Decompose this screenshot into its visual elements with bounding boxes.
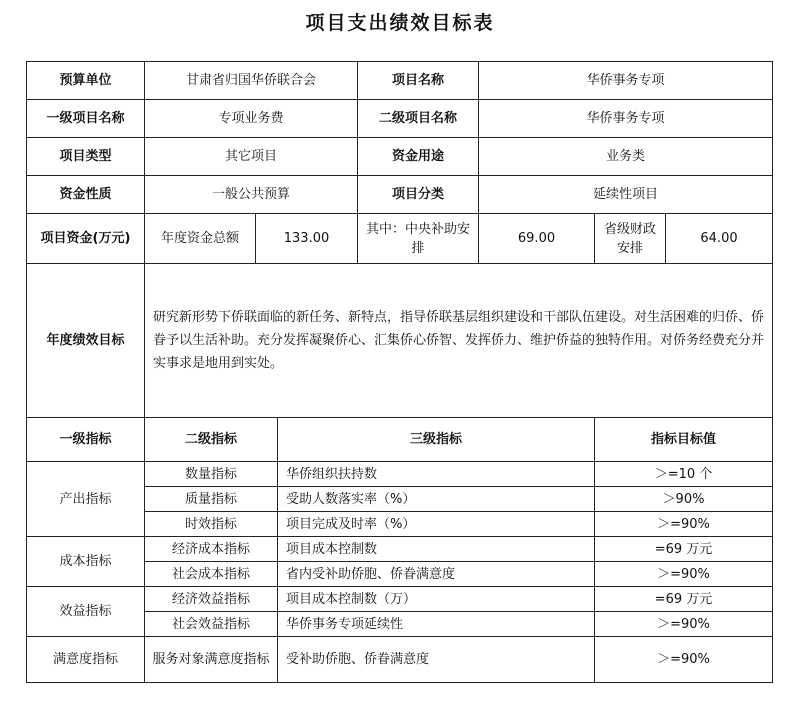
header-level1: 一级指标 [27,418,145,462]
level2-project-value: 华侨事务专项 [479,100,773,138]
target-cell: ＞=90% [595,637,773,683]
level1-project-label: 一级项目名称 [27,100,145,138]
target-cell: ＞=10 个 [595,462,773,487]
level3-cell: 受补助侨胞、侨眷满意度 [278,637,595,683]
project-name-value: 华侨事务专项 [479,62,773,100]
provincial-finance-value: 64.00 [666,214,773,264]
level3-cell: 项目成本控制数 [278,537,595,562]
project-type-value: 其它项目 [145,138,358,176]
target-cell: =69 万元 [595,537,773,562]
project-category-label: 项目分类 [358,176,479,214]
indicator-row [27,537,773,562]
central-subsidy-value: 69.00 [479,214,595,264]
fund-nature-label: 资金性质 [27,176,145,214]
level3-cell: 省内受补助侨胞、侨眷满意度 [278,562,595,587]
funds-label: 项目资金(万元) [27,214,145,264]
header-level2: 二级指标 [145,418,278,462]
fund-usage-label: 资金用途 [358,138,479,176]
page-title: 项目支出绩效目标表 [305,12,495,34]
annual-goal-text: 研究新形势下侨联面临的新任务、新特点，指导侨联基层组织建设和干部队伍建设。对生活困难的归侨、侨眷予以生活补助。充分发挥凝聚侨心、汇集侨心侨智、发挥侨力、维护侨益的独特作用。对侨务经费充分并实事求是地用到实处。 [145,264,773,418]
level1-satisfaction: 满意度指标 [27,637,145,683]
indicator-row [27,587,773,612]
level2-cell: 社会效益指标 [145,612,278,637]
performance-table [26,61,773,683]
level1-output: 产出指标 [27,462,145,537]
project-type-label: 项目类型 [27,138,145,176]
goal-row [27,264,773,418]
annual-goal-label: 年度绩效目标 [27,264,145,418]
level3-cell: 华侨事务专项延续性 [278,612,595,637]
unit-value: 甘肃省归国华侨联合会 [145,62,358,100]
target-cell: ＞90% [595,487,773,512]
level3-cell: 项目完成及时率（%） [278,512,595,537]
info-row-nature [27,176,773,214]
level2-cell: 数量指标 [145,462,278,487]
level1-project-value: 专项业务费 [145,100,358,138]
provincial-finance-label: 省级财政安排 [595,214,666,264]
level2-cell: 质量指标 [145,487,278,512]
level3-cell: 项目成本控制数（万） [278,587,595,612]
unit-label: 预算单位 [27,62,145,100]
indicator-row [27,637,773,683]
project-name-label: 项目名称 [358,62,479,100]
target-cell: ＞=90% [595,612,773,637]
funds-row [27,214,773,264]
level3-cell: 受助人数落实率（%） [278,487,595,512]
indicator-row [27,462,773,487]
annual-total-label: 年度资金总额 [145,214,256,264]
indicator-header-row [27,418,773,462]
target-cell: ＞=90% [595,512,773,537]
fund-nature-value: 一般公共预算 [145,176,358,214]
level1-cost: 成本指标 [27,537,145,587]
header-level3: 三级指标 [278,418,595,462]
level1-benefit: 效益指标 [27,587,145,637]
header-target: 指标目标值 [595,418,773,462]
target-cell: =69 万元 [595,587,773,612]
level2-cell: 服务对象满意度指标 [145,637,278,683]
central-subsidy-label: 其中：中央补助安排 [358,214,479,264]
info-row-unit [27,62,773,100]
level3-cell: 华侨组织扶持数 [278,462,595,487]
project-category-value: 延续性项目 [479,176,773,214]
level2-project-label: 二级项目名称 [358,100,479,138]
info-row-level [27,100,773,138]
target-cell: ＞=90% [595,562,773,587]
level2-cell: 社会成本指标 [145,562,278,587]
level2-cell: 经济效益指标 [145,587,278,612]
fund-usage-value: 业务类 [479,138,773,176]
info-row-type [27,138,773,176]
level2-cell: 时效指标 [145,512,278,537]
level2-cell: 经济成本指标 [145,537,278,562]
annual-total-value: 133.00 [256,214,358,264]
